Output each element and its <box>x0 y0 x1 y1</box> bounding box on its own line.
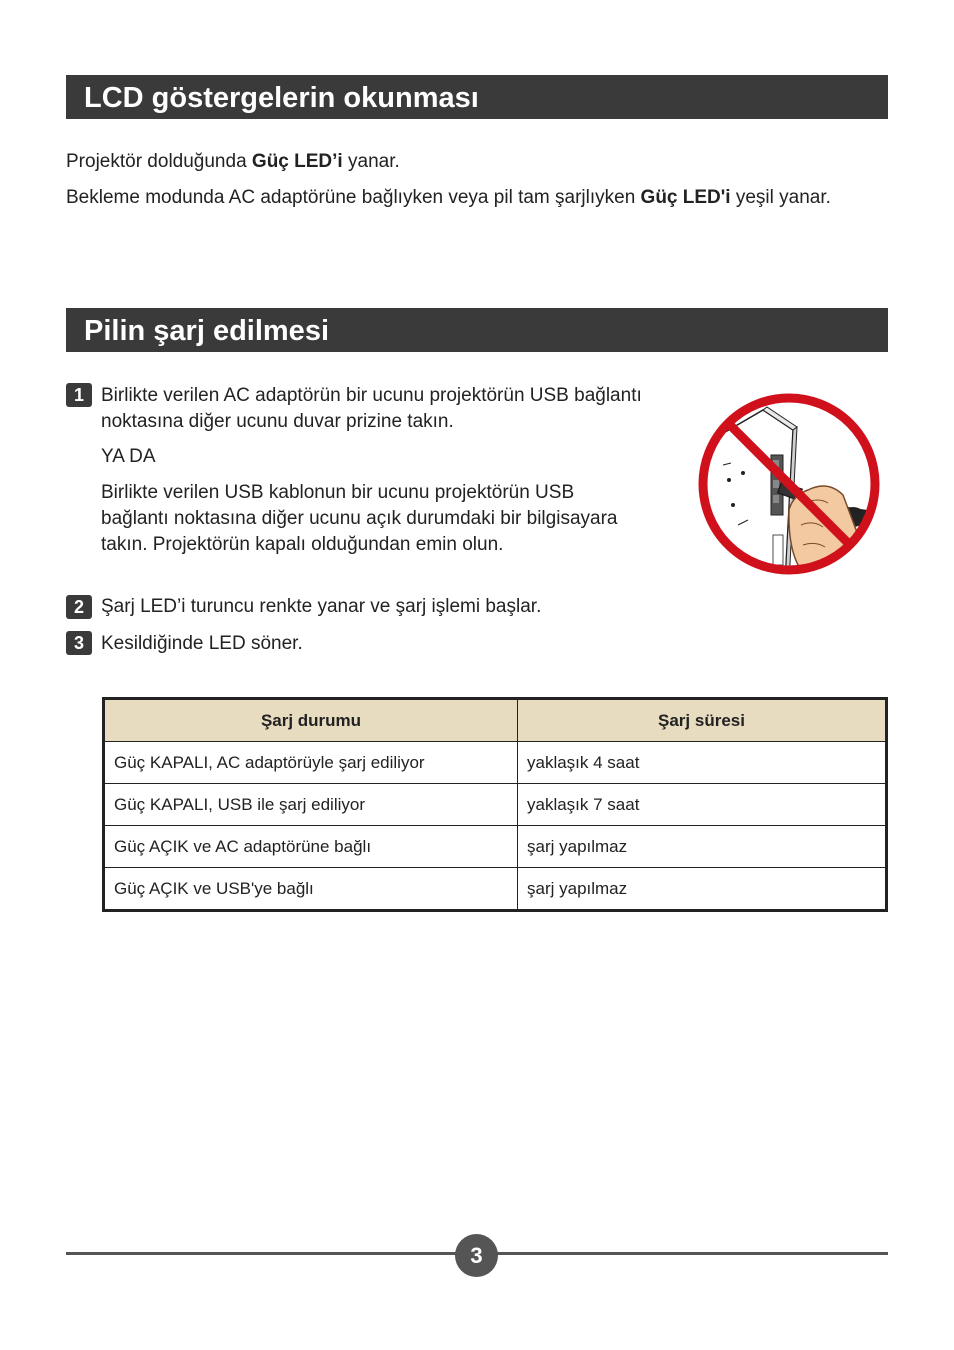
cell-status: Güç KAPALI, AC adaptörüyle şarj ediliyor <box>104 742 518 784</box>
cell-duration: yaklaşık 4 saat <box>518 742 887 784</box>
cell-duration: yaklaşık 7 saat <box>518 784 887 826</box>
cell-status: Güç AÇIK ve USB'ye bağlı <box>104 868 518 911</box>
table-row <box>104 784 887 826</box>
page-number: 3 <box>455 1234 498 1277</box>
table-row <box>104 868 887 911</box>
lcd-paragraph-1: Projektör dolduğunda Güç LED’i yanar. <box>66 151 400 172</box>
step-1-alternative-text: Birlikte verilen USB kablonun bir ucunu projektörün USB bağlantı noktasına diğer ucunu açık durumdaki bir bilgisayara takın. Projektörün kapalı olduğundan emin olun. <box>101 482 618 555</box>
table-row <box>104 826 887 868</box>
step-number-2: 2 <box>66 595 92 619</box>
step-1-text: Birlikte verilen AC adaptörün bir ucunu projektörün USB bağlantı noktasına diğer ucunu duvar prizine takın. <box>101 385 642 432</box>
step-2-text: Şarj LED’i turuncu renkte yanar ve şarj işlemi başlar. <box>101 596 542 617</box>
section-title-lcd: LCD göstergelerin okunması <box>66 75 888 119</box>
usb-plug-prohibition-illustration <box>693 385 885 583</box>
lcd-paragraph-2: Bekleme modunda AC adaptörüne bağlıyken veya pil tam şarjlıyken Güç LED'i yeşil yanar. <box>66 187 831 208</box>
cell-duration: şarj yapılmaz <box>518 826 887 868</box>
table-header-row <box>104 699 887 742</box>
cell-duration: şarj yapılmaz <box>518 868 887 911</box>
section-title-charging: Pilin şarj edilmesi <box>66 308 888 352</box>
step-1-or: YA DA <box>101 446 156 467</box>
step-number-3: 3 <box>66 631 92 655</box>
column-header-status: Şarj durumu <box>104 699 518 742</box>
step-number-1: 1 <box>66 383 92 407</box>
table-row <box>104 742 887 784</box>
charging-time-table <box>102 697 888 912</box>
cell-status: Güç KAPALI, USB ile şarj ediliyor <box>104 784 518 826</box>
step-3-text: Kesildiğinde LED söner. <box>101 633 303 654</box>
column-header-duration: Şarj süresi <box>518 699 887 742</box>
cell-status: Güç AÇIK ve AC adaptörüne bağlı <box>104 826 518 868</box>
